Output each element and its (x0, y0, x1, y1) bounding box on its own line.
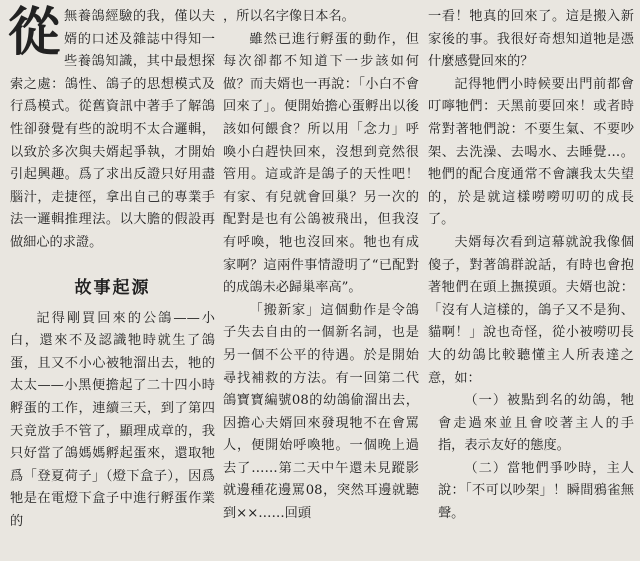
drop-cap: 從 (8, 2, 61, 63)
list-item: （二）當牠們爭吵時，主人說：「不可以吵架」！瞬間鴉雀無聲。 (438, 460, 634, 522)
column-3 (428, 6, 634, 526)
continued-text: ，所以名字像日本名。 (223, 9, 355, 24)
paragraph: 「搬新家」這個動作是令鴿子失去自由的一個新名詞，也是另一個不公平的待遇。於是開始尋找補救的方法。有一回第二代鴿寶寶編號08的幼鴿偷溜出去，因擔心夫婿回來發現牠不在會罵人，便開始呼喚牠。一個晚上過去了……第二天中午還未見蹤影就邊種花邊罵08，突然耳邊就聽到××……回頭 (223, 302, 419, 522)
paragraph: 夫婿每次看到這幕就說我像個傻子，對著鴿群說話，有時也會抱著牠們在頭上撫摸頭。夫婿也說：「沒有人這樣的，鴿子又不是狗、貓啊！」說也奇怪，從小被嘮叨長大的幼鴿比較聽懂主人所表達之意，如： (428, 234, 634, 386)
continued-text: 一看！牠真的回來了。這是搬入新家後的事。我很好奇想知道牠是憑什麼感覺回來的？ (428, 9, 634, 70)
paragraph: 記得牠們小時候要出門前都會叮嚀牠們：天黑前要回來！或者時常對著牠們說：不要生氣、不要吵架、去洗澡、去喝水、去睡覺…。牠們的配合度通常不會讓我太失望的，於是就這樣嘮嘮叨叨的成長了。 (428, 76, 634, 228)
list-item: （一）被點到名的幼鴿，牠會走過來並且會咬著主人的手指，表示友好的態度。 (438, 393, 634, 454)
story-paragraph: 記得剛買回來的公鴿——小白，還來不及認識牠時就生了鴿蛋，且又不小心被牠溜出去，牠的太太——小黑便擔起了二十四小時孵蛋的工作，連續三天，到了第四天竟放手不管了，顯理成章的，我只好當了鴿媽媽孵起蛋來，還取牠爲「登夏荷子」（燈下盒子），因爲牠是在電燈下盒子中進行孵蛋作業的 (10, 310, 215, 529)
section-heading: 故事起源 (74, 277, 151, 298)
column-2 (223, 6, 419, 526)
lead-paragraph (8, 2, 215, 255)
column-1 (8, 2, 215, 533)
lead-text: 無養鴿經驗的我，僅以夫婿的口述及雜誌中得知一些養鴿知識，其中最想探索之處：鴿性、鴿子的思想模式及行爲模式。從舊資訊中著手了解鴿性卻發覺有些的說明不太合邏輯，以致於多次與夫婿起爭執，才開始引起興趣。爲了求出反證只好用盡腦汁，走捷徑，拿出自己的專業手法一邏輯推理法。以大膽的假設再做細心的求證。 (10, 9, 215, 250)
paragraph: 雖然已進行孵蛋的動作，但每次卻都不知道下一步該如何做？而夫婿也一再說：「小白不會回來了」。便開始擔心蛋孵出以後該如何餵食？所以用「念力」呼喚小白趕快回來，沒想到竟然很管用。這或許是鴿子的天性吧！有家、有兒就會回巢？另一次的配對是也有公鴿被飛出，但我沒有呼喚，牠也沒回來。牠也有成家啊？這兩件事情證明了“已配對的成鴿未必歸巢率高”。 (223, 31, 419, 296)
